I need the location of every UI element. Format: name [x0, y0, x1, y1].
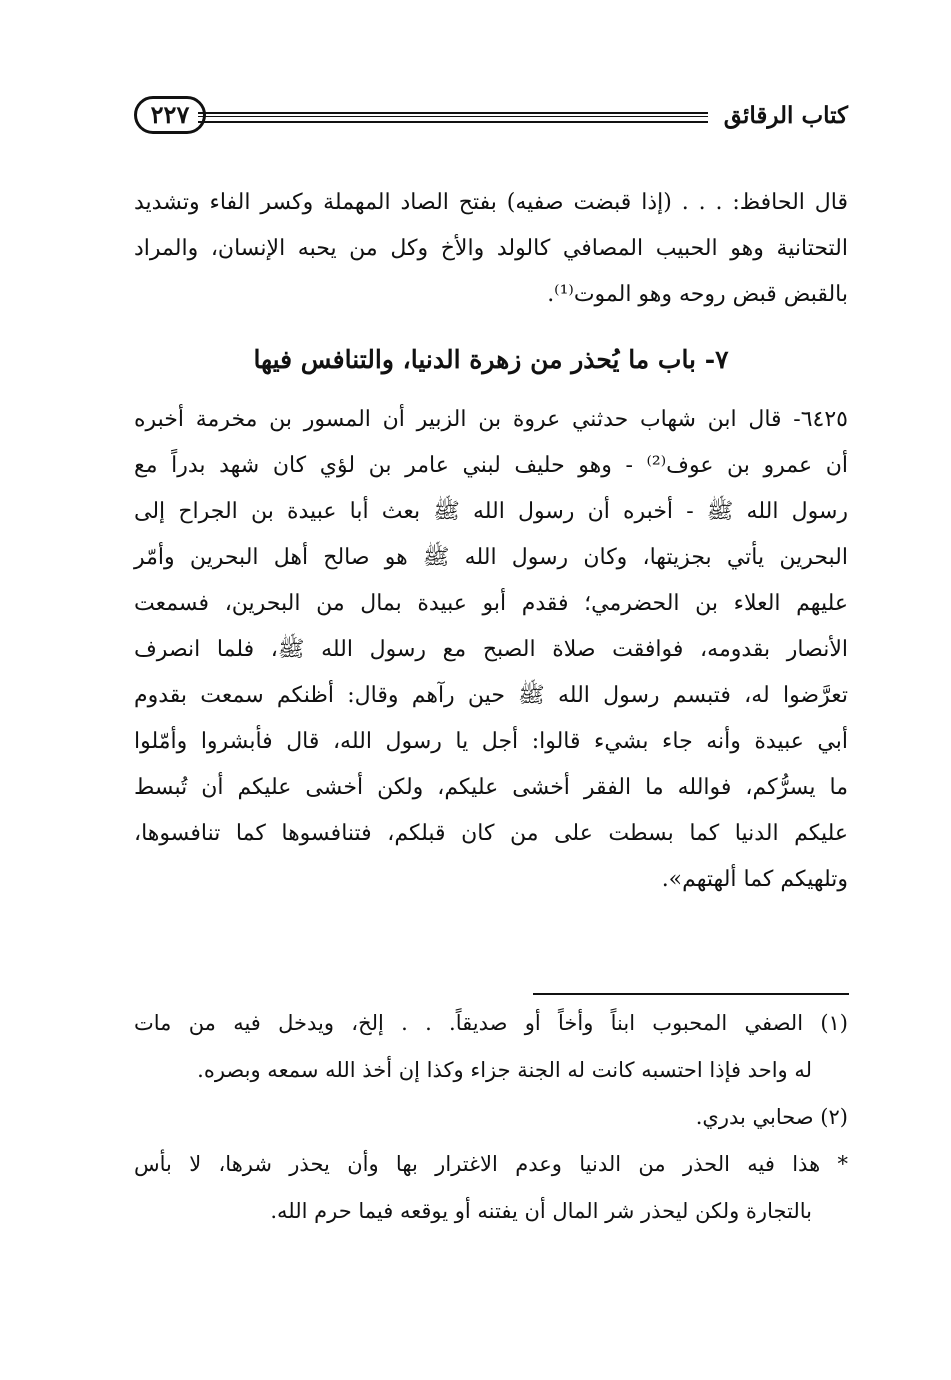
text-line: رسول الله ﷺ - أخبره أن رسول الله ﷺ بعث أبا عبيدة بن الجراح إلى: [134, 499, 848, 524]
text-line: أن عمرو بن عوف⁽²⁾ - وهو حليف لبني عامر بن لؤي كان شهد بدراً مع: [134, 453, 848, 478]
chapter-heading: ٧- باب ما يُحذر من زهرة الدنيا، والتنافس فيها: [253, 345, 729, 374]
text-line: التحتانية وهو الحبيب المصافي كالولد والأخ وكل من يحبه الإنسان، والمراد: [134, 236, 848, 261]
text-line: عليكم الدنيا كما بسطت على من كان قبلكم، فتنافسوها كما تنافسوها،: [134, 821, 848, 846]
text-line: بالقبض قبض روحه وهو الموت⁽¹⁾.: [547, 282, 848, 307]
text-line: تعرَّضوا له، فتبسم رسول الله ﷺ حين رآهم وقال: أظنكم سمعت بقدوم: [134, 683, 848, 708]
page-header: [134, 96, 848, 146]
header-rule: [198, 112, 708, 123]
text-line: عليهم العلاء بن الحضرمي؛ فقدم أبو عبيدة بمال من البحرين، فسمعت: [134, 591, 848, 616]
text-line: ما يسرُّكم، فوالله ما الفقر أخشى عليكم، ولكن أخشى عليكم أن تُبسط: [134, 775, 848, 800]
hadith-paragraph: [134, 397, 848, 903]
intro-paragraph: [134, 180, 848, 318]
text-line: وتلهيكم كما ألهتهم».: [661, 867, 848, 892]
text-line: ٦٤٢٥- قال ابن شهاب حدثني عروة بن الزبير أن المسور بن مخرمة أخبره: [134, 407, 848, 432]
text-line: قال الحافظ: . . . (إذا قبضت صفيه) بفتح الصاد المهملة وكسر الفاء وتشديد: [134, 190, 848, 215]
footnote-line: بالتجارة ولكن ليحذر شر المال أن يفتنه أو يوقعه فيما حرم الله.: [270, 1199, 812, 1223]
text-line: البحرين يأتي بجزيتها، وكان رسول الله ﷺ هو صالح أهل البحرين وأمّر: [134, 545, 848, 570]
text-line: الأنصار بقدومه، فوافقت صلاة الصبح مع رسول الله ﷺ، فلما انصرف: [134, 637, 848, 662]
footnote-line: له واحد فإذا احتسبه كانت له الجنة جزاء وكذا إن أخذ الله سمعه وبصره.: [197, 1058, 812, 1082]
footnotes: [134, 1000, 848, 1235]
footnote-line: * هذا فيه الحذر من الدنيا وعدم الاغترار بها وأن يحذر شرها، لا بأس: [134, 1152, 848, 1176]
page-number: ٢٢٧: [134, 96, 206, 134]
footnote-line: (٢) صحابي بدري.: [695, 1105, 848, 1129]
footnote-line: (١) الصفي المحبوب ابناً وأخاً أو صديقاً. . . إلخ، ويدخل فيه من مات: [134, 1011, 848, 1035]
text-line: أبي عبيدة وأنه جاء بشيء قالوا: أجل يا رسول الله، قال فأبشروا وأمّلوا: [134, 729, 848, 754]
book-title: كتاب الرقائق: [723, 102, 848, 129]
footnote-separator: [533, 993, 849, 995]
